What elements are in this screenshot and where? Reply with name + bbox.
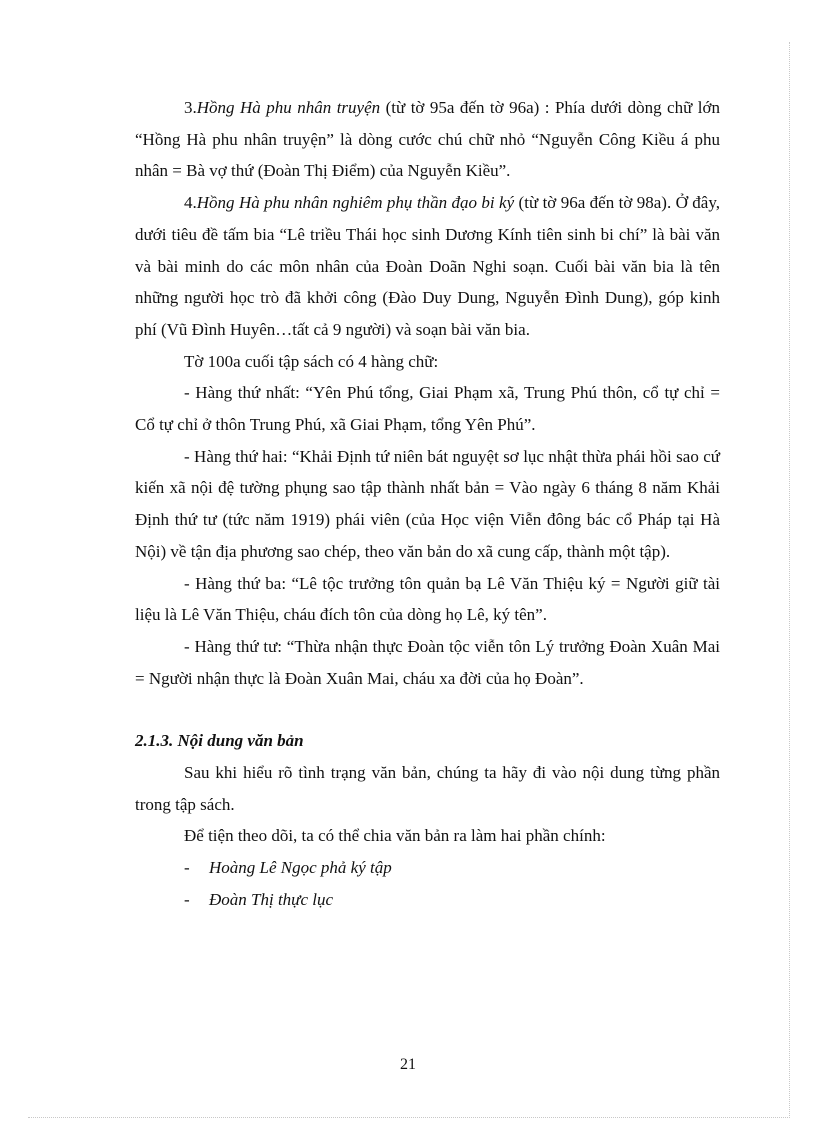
line-two: - Hàng thứ hai: “Khải Định tứ niên bát nguyệt sơ lục nhật thừa phái hồi sao cứ kiến xã nội đệ tường phụng sao tập thành nhất bản = Vào ngày 6 tháng 8 năm Khải Định thứ tư (tức năm 1919) phái viên (của Học viện Viễn đông bác cổ Pháp tại Hà Nội) về tận địa phương sao chép, theo văn bản do xã cung cấp, thành một tập). <box>135 446 720 561</box>
paragraph-text: (từ tờ 96a đến tờ 98a). Ở đây, dưới tiêu đề tấm bia “Lê triều Thái học sinh Dương Kính tiên sinh bi chí” là bài văn và bài minh do các môn nhân của Đoàn Doãn Nghi soạn. Cuối bài văn bia là tên những người học trò đã khởi công (Đào Duy Dung, Nguyễn Đình Dung), góp kinh phí (Vũ Đình Huyên…tất cả 9 người) và soạn bài văn bia. <box>135 193 721 339</box>
list-dash: - <box>184 858 190 878</box>
section-paragraph-2: Để tiện theo dõi, ta có thể chia văn bản ra làm hai phần chính: <box>184 826 606 846</box>
list-item <box>135 852 720 884</box>
page-border-bottom <box>28 1117 790 1118</box>
page-border-right <box>789 42 790 1118</box>
list-item-text: Hoàng Lê Ngọc phả ký tập <box>209 858 392 878</box>
paragraph-3 <box>135 92 720 187</box>
item-number: 4. <box>184 193 197 213</box>
list-item-text: Đoàn Thị thực lục <box>209 889 334 909</box>
item-number: 3. <box>184 98 197 117</box>
work-title: Hồng Hà phu nhân truyện <box>196 98 381 117</box>
list-item <box>135 884 720 916</box>
paragraph-text: (từ tờ 95a đến tờ 96a) : Phía dưới dòng chữ lớn “Hồng Hà phu nhân truyện” là dòng cước chú chữ nhỏ “Nguyễn Công Kiều á phu nhân = Bà vợ thứ (Đoàn Thị Điểm) của Nguyễn Kiều”. <box>135 98 721 181</box>
work-title: Hồng Hà phu nhân nghiêm phụ thần đạo bi ký <box>196 193 515 213</box>
page-content <box>135 92 720 916</box>
line-three: - Hàng thứ ba: “Lê tộc trưởng tôn quản bạ Lê Văn Thiệu ký = Người giữ tài liệu là Lê Văn Thiệu, cháu đích tôn của dòng họ Lê, ký tên”. <box>135 573 720 625</box>
page-number: 21 <box>400 1056 416 1073</box>
spacer <box>135 694 720 725</box>
list-dash: - <box>184 889 190 909</box>
section-paragraph-1: Sau khi hiểu rõ tình trạng văn bản, chúng ta hãy đi vào nội dung từng phần trong tập sách. <box>135 763 720 814</box>
paragraph-4 <box>135 187 720 346</box>
section-heading: 2.1.3. Nội dung văn bản <box>135 731 304 751</box>
paragraph-intro-lines: Tờ 100a cuối tập sách có 4 hàng chữ: <box>184 351 439 371</box>
line-one: - Hàng thứ nhất: “Yên Phú tổng, Giai Phạm xã, Trung Phú thôn, cổ tự chỉ = Cổ tự chỉ ở thôn Trung Phú, xã Giai Phạm, tổng Yên Phú”. <box>135 383 720 435</box>
line-four: - Hàng thứ tư: “Thừa nhận thực Đoàn tộc viễn tôn Lý trưởng Đoàn Xuân Mai = Người nhận thực là Đoàn Xuân Mai, cháu xa đời của họ Đoàn”. <box>135 636 720 688</box>
